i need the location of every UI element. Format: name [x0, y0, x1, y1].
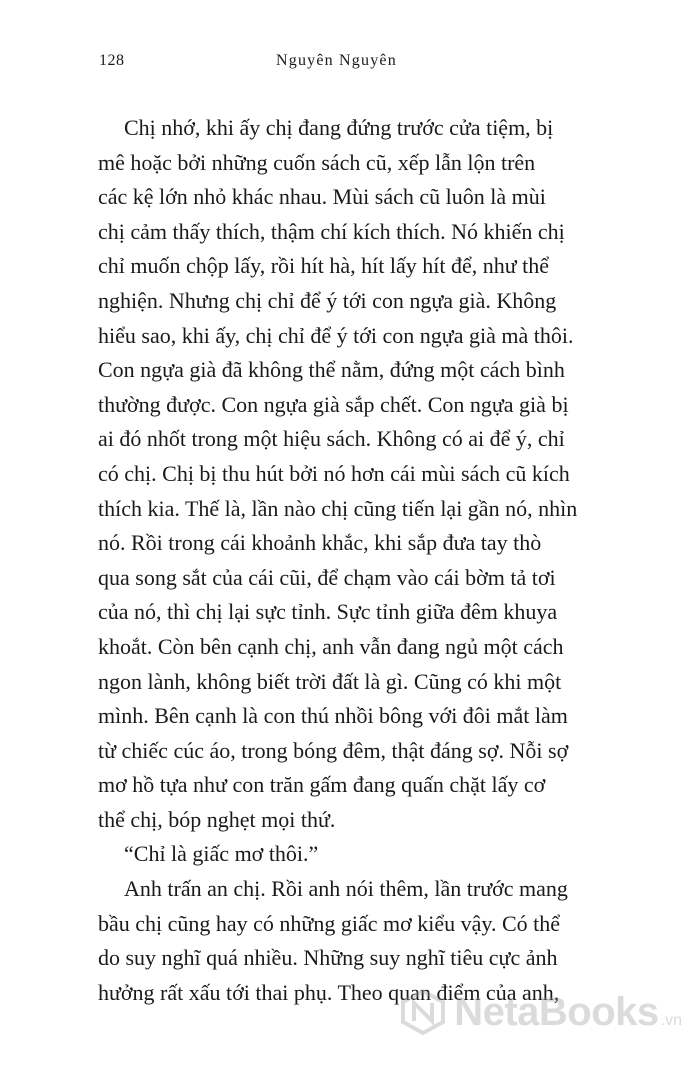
text-line: qua song sắt của cái cũi, để chạm vào cái bờm tả tơi	[98, 564, 556, 590]
text-line: ngon lành, không biết trời đất là gì. Cũng có khi một	[98, 668, 562, 694]
watermark-suffix: .vn	[660, 1012, 682, 1029]
watermark	[400, 986, 682, 1038]
text-line: chỉ muốn chộp lấy, rồi hít hà, hít lấy hít để, như thể	[98, 253, 550, 279]
text-line: mình. Bên cạnh là con thú nhồi bông với đôi mắt làm	[98, 703, 568, 729]
page-header	[0, 52, 700, 76]
text-line: có chị. Chị bị thu hút bởi nó hơn cái mùi sách cũ kích	[98, 460, 570, 486]
text-line: thường được. Con ngựa già sắp chết. Con ngựa già bị	[98, 391, 569, 417]
text-line: của nó, thì chị lại sực tỉnh. Sực tỉnh giữa đêm khuya	[98, 599, 558, 625]
text-line: Chị nhớ, khi ấy chị đang đứng trước cửa tiệm, bị	[124, 115, 554, 140]
text-line: nó. Rồi trong cái khoảnh khắc, khi sắp đưa tay thò	[98, 530, 542, 556]
body-text	[98, 111, 612, 1010]
text-line: mê hoặc bởi những cuốn sách cũ, xếp lẫn lộn trên	[98, 149, 536, 175]
text-line: Con ngựa già đã không thể nằm, đứng một cách bình	[98, 357, 565, 383]
watermark-brand: NetaBooks	[454, 989, 659, 1034]
text-line: mơ hồ tựa như con trăn gấm đang quấn chặt lấy cơ	[98, 772, 546, 798]
text-line: Anh trấn an chị. Rồi anh nói thêm, lần trước mang	[124, 876, 568, 902]
netabooks-logo-icon	[400, 989, 446, 1035]
text-line: khoắt. Còn bên cạnh chị, anh vẫn đang ngủ một cách	[98, 633, 564, 659]
text-line: “Chỉ là giấc mơ thôi.”	[124, 841, 319, 867]
text-line: thích kia. Thế là, lần nào chị cũng tiến lại gần nó, nhìn	[98, 495, 578, 521]
text-line: chị cảm thấy thích, thậm chí kích thích. Nó khiến chị	[98, 218, 565, 244]
text-line: bầu chị cũng hay có những giấc mơ kiểu vậy. Có thể	[98, 910, 561, 936]
page-number: 128	[99, 52, 125, 69]
text-line: hưởng rất xấu tới thai phụ. Theo quan điểm của anh,	[98, 979, 560, 1005]
text-line: thể chị, bóp nghẹt mọi thứ.	[98, 806, 336, 832]
text-line: ai đó nhốt trong một hiệu sách. Không có ai để ý, chỉ	[98, 426, 565, 452]
text-line: các kệ lớn nhỏ khác nhau. Mùi sách cũ luôn là mùi	[98, 184, 546, 210]
text-line: do suy nghĩ quá nhiều. Những suy nghĩ tiêu cực ảnh	[98, 945, 558, 971]
text-line: nghiện. Nhưng chị chỉ để ý tới con ngựa già. Không	[98, 287, 557, 313]
text-line: hiểu sao, khi ấy, chị chỉ để ý tới con ngựa già mà thôi.	[98, 322, 574, 348]
text-line: từ chiếc cúc áo, trong bóng đêm, thật đáng sợ. Nỗi sợ	[98, 737, 569, 763]
running-head: Nguyên Nguyên	[276, 52, 397, 69]
